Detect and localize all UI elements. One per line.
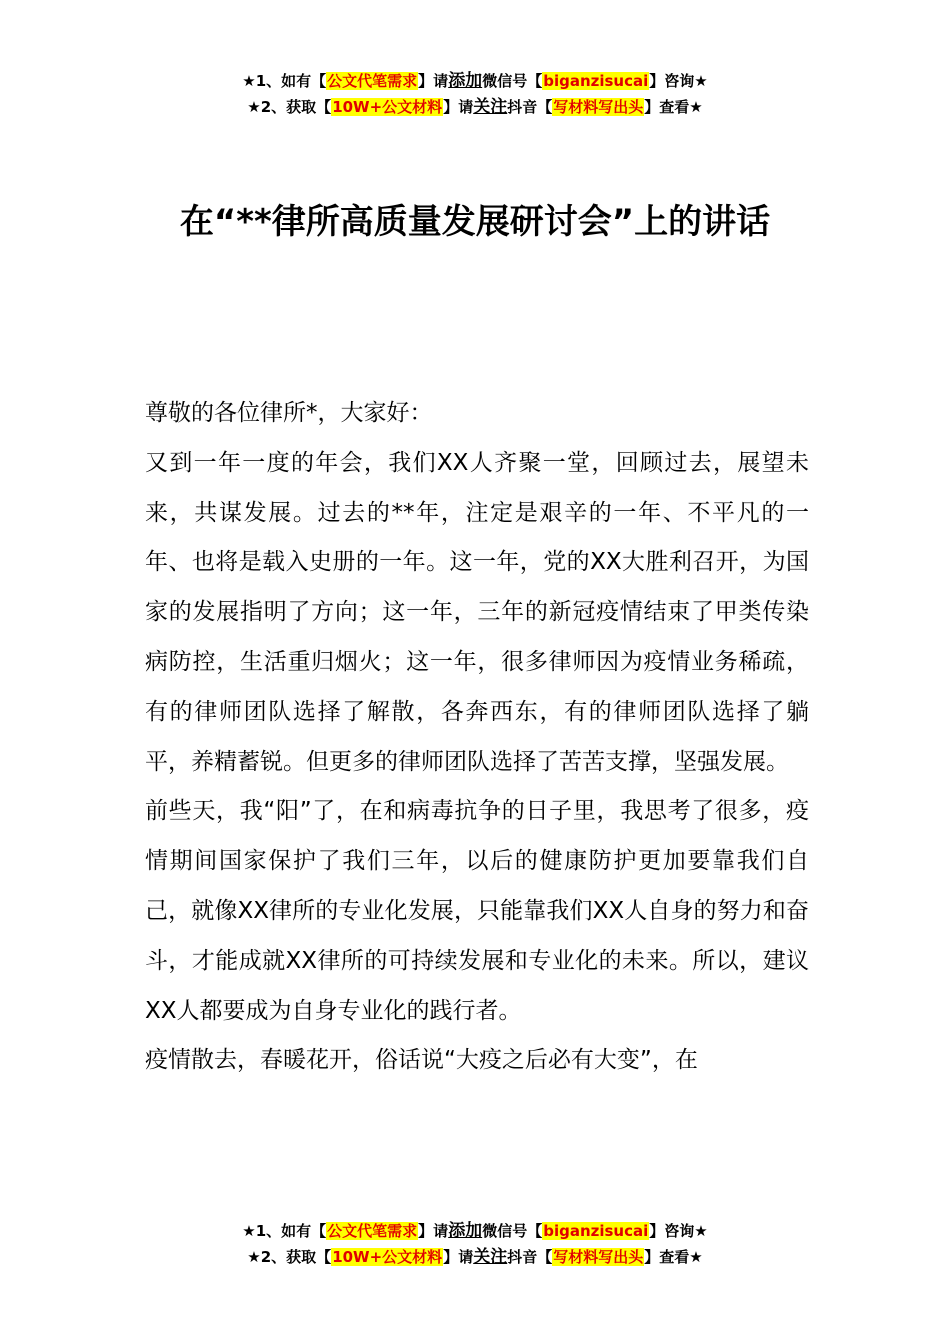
emphasis-follow: 关注 xyxy=(473,1247,508,1267)
banner-text: 】请 xyxy=(443,98,474,116)
highlight-douyin-account: 写材料写出头 xyxy=(553,1248,644,1266)
emphasis-follow: 关注 xyxy=(473,97,508,117)
emphasis-add: 添加 xyxy=(448,1221,483,1241)
banner-text: 】咨询★ xyxy=(649,1222,708,1240)
paragraph: 疫情散去，春暖花开，俗话说“大疫之后必有大变”，在 xyxy=(145,1047,698,1074)
highlight-wechat-id: biganzisucai xyxy=(543,1222,649,1240)
emphasis-add: 添加 xyxy=(448,71,483,91)
banner-text: ★1、如有【 xyxy=(242,72,327,90)
banner-text: ★2、获取【 xyxy=(247,98,332,116)
highlight-ghostwriting: 公文代笔需求 xyxy=(327,72,418,90)
highlight-wechat-id: biganzisucai xyxy=(543,72,649,90)
highlight-materials: 10W+公文材料 xyxy=(332,1248,443,1266)
highlight-materials: 10W+公文材料 xyxy=(332,98,443,116)
banner-text: 】查看★ xyxy=(644,1248,703,1266)
banner-line-1 xyxy=(0,1218,950,1244)
header-banner xyxy=(0,68,950,120)
document-title: 在“**律所高质量发展研讨会”上的讲话 xyxy=(179,202,771,242)
banner-line-2 xyxy=(0,1244,950,1270)
banner-text: 抖音【 xyxy=(507,1248,553,1266)
banner-text: 】请 xyxy=(418,1222,449,1240)
banner-line-1 xyxy=(0,68,950,94)
footer-banner xyxy=(0,1218,950,1270)
banner-text: 抖音【 xyxy=(507,98,553,116)
highlight-douyin-account: 写材料写出头 xyxy=(553,98,644,116)
banner-text: 微信号【 xyxy=(482,1222,543,1240)
banner-text: 】咨询★ xyxy=(649,72,708,90)
paragraph: 前些天，我“阳”了，在和病毒抗争的日子里，我思考了很多，疫情期间国家保护了我们三年，以后的健康防护更加要靠我们自己，就像XX律所的专业化发展，只能靠我们XX人自身的努力和奋斗，才能成就XX律所的可持续发展和专业化的未来。所以，建议XX人都要成为自身专业化的践行者。 xyxy=(145,798,809,1024)
banner-text: ★2、获取【 xyxy=(247,1248,332,1266)
banner-text: ★1、如有【 xyxy=(242,1222,327,1240)
banner-text: 】请 xyxy=(418,72,449,90)
banner-text: 】查看★ xyxy=(644,98,703,116)
paragraph: 又到一年一度的年会，我们XX人齐聚一堂，回顾过去，展望未来，共谋发展。过去的**年，注定是艰辛的一年、不平凡的一年、也将是载入史册的一年。这一年，党的XX大胜利召开，为国家的发展指明了方向；这一年，三年的新冠疫情结束了甲类传染病防控，生活重归烟火；这一年，很多律师因为疫情业务稀疏，有的律师团队选择了解散，各奔西东，有的律师团队选择了躺平，养精蓄锐。但更多的律师团队选择了苦苦支撑，坚强发展。 xyxy=(145,449,809,775)
banner-text: 微信号【 xyxy=(482,72,543,90)
highlight-ghostwriting: 公文代笔需求 xyxy=(327,1222,418,1240)
banner-text: 】请 xyxy=(443,1248,474,1266)
banner-line-2 xyxy=(0,94,950,120)
document-body xyxy=(145,389,809,1086)
salutation: 尊敬的各位律所*，大家好： xyxy=(145,400,433,426)
